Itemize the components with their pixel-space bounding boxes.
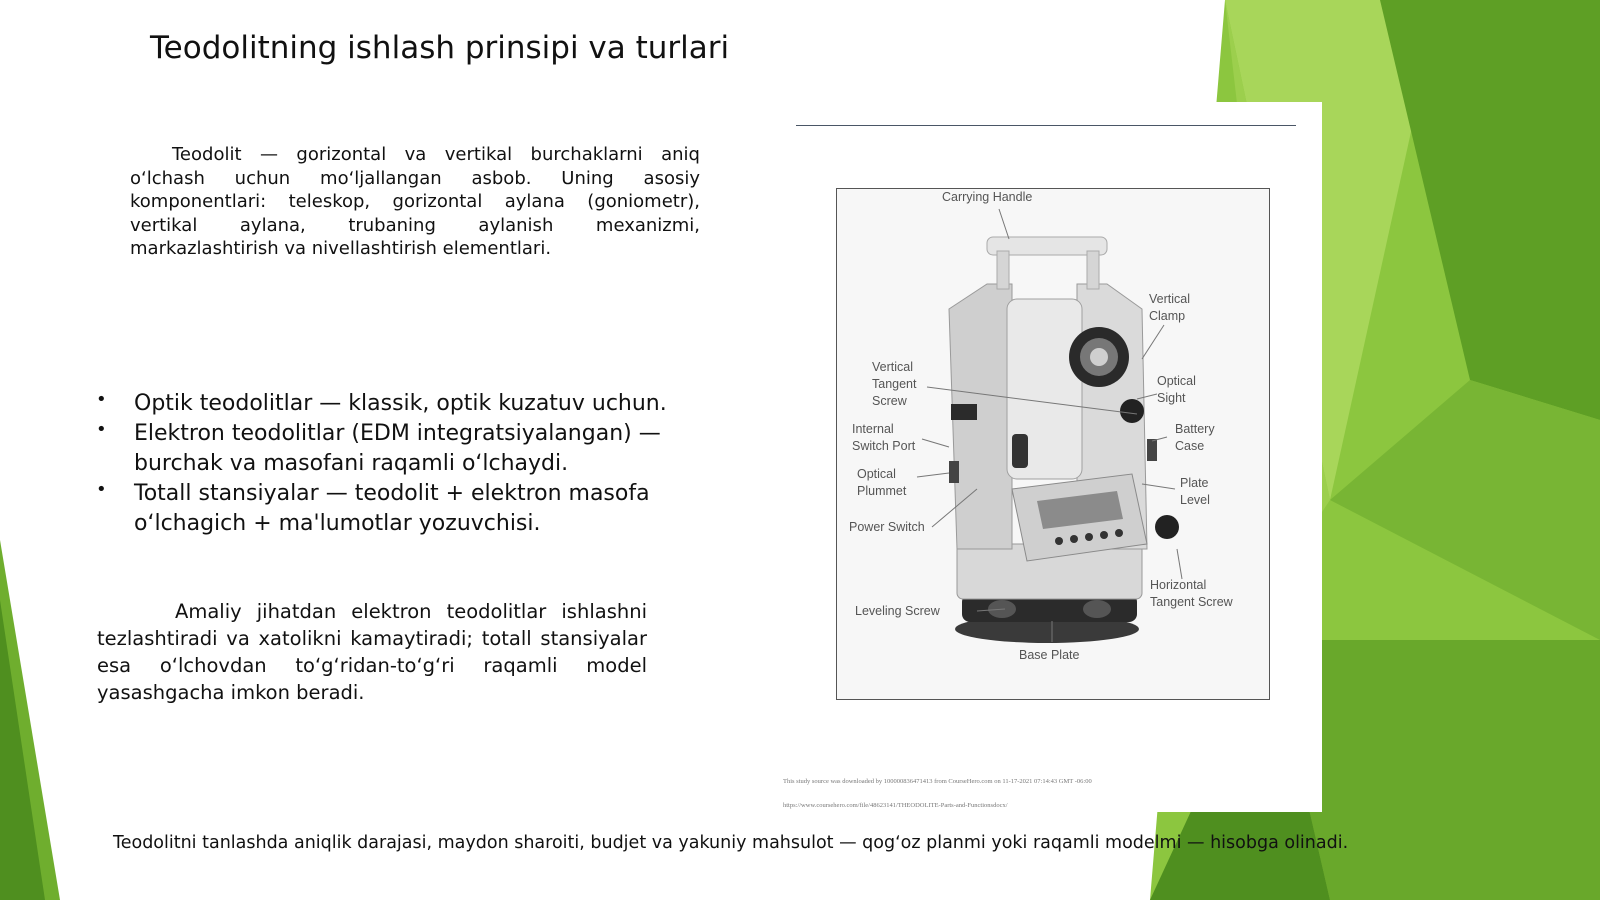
label-horizontal-tangent-screw: Horizontal Tangent Screw: [1150, 578, 1233, 609]
intro-paragraph: Teodolit — gorizontal va vertikal burchaklarni aniq oʻlchash uchun moʻljallangan asbob. Uning asosiy komponentlari: teleskop, gorizontal aylana (goniometr), vertikal aylana, trubaning aylanish mexanizmi, markazlashtirish va nivellashtirish elementlari.: [130, 144, 700, 259]
list-item-text: Totall stansiyalar — teodolit + elektron masofa oʻlchagich + ma'lumotlar yozuvchisi.: [134, 481, 650, 536]
list-item-text: Elektron teodolitlar (EDM integratsiyalangan) — burchak va masofani raqamli oʻlchaydi.: [134, 421, 661, 476]
summary-paragraph: Amaliy jihatdan elektron teodolitlar ishlashni tezlashtiradi va xatolikni kamaytiradi; totall stansiyalar esa oʻlchovdan toʻgʻridan-toʻgʻri raqamli model yasashgacha imkon beradi.: [97, 600, 647, 704]
page-title: Teodolitning ishlash prinsipi va turlari: [150, 30, 730, 66]
bullet-icon: •: [96, 419, 107, 440]
figure-card: [780, 102, 1322, 812]
list-item: [96, 389, 716, 419]
label-optical-plummet: Optical Plummet: [857, 467, 907, 498]
divider: [796, 125, 1296, 126]
label-vertical-tangent-screw: Vertical Tangent Screw: [872, 360, 917, 408]
label-power-switch: Power Switch: [849, 520, 925, 534]
label-carrying-handle: Carrying Handle: [942, 190, 1033, 204]
footer-note: Teodolitni tanlashda aniqlik darajasi, maydon sharoiti, budjet va yakuniy mahsulot — qogʻoz planmi yoki raqamli modelmi — hisobga olinadi.: [113, 833, 1349, 853]
list-item-text: Optik teodolitlar — klassik, optik kuzatuv uchun.: [134, 391, 667, 416]
theodolite-types-list: [96, 389, 716, 539]
label-battery-case: Battery Case: [1175, 422, 1215, 453]
theodolite-diagram: [836, 188, 1270, 700]
label-internal-switch-port: Internal Switch Port: [852, 422, 916, 453]
label-optical-sight: Optical Sight: [1157, 374, 1196, 405]
label-base-plate: Base Plate: [1019, 648, 1080, 662]
label-vertical-clamp: Vertical Clamp: [1149, 292, 1190, 323]
bullet-icon: •: [96, 479, 107, 500]
source-note: This study source was downloaded by 100000836471413 from CourseHero.com on 11-17-2021 07:14:43 GMT -06:00: [783, 778, 1092, 785]
list-item: [96, 419, 716, 479]
bullet-icon: •: [96, 389, 107, 410]
list-item: [96, 479, 716, 539]
source-link: https://www.coursehero.com/file/48623141/THEODOLITE-Parts-and-Functionsdocx/: [783, 802, 1008, 809]
label-plate-level: Plate Level: [1180, 476, 1210, 507]
label-leveling-screw: Leveling Screw: [855, 604, 940, 618]
